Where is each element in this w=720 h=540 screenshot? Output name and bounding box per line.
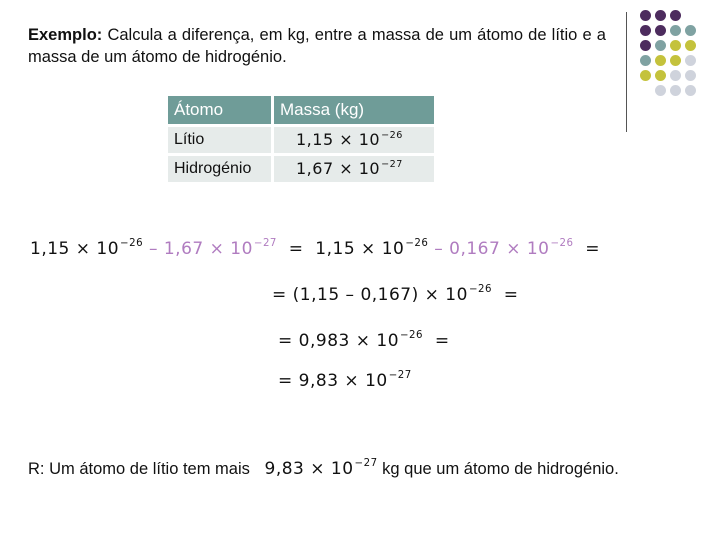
term-mantissa: 0,983 <box>298 331 350 352</box>
header-mass: Massa (kg) <box>274 96 434 124</box>
decor-dot <box>685 40 696 51</box>
question-text <box>28 24 606 68</box>
decor-dot <box>655 40 666 51</box>
decor-dot <box>685 55 696 66</box>
mass-exponent: −26 <box>381 129 403 141</box>
decor-dot <box>670 10 681 21</box>
table-header-row <box>168 96 434 124</box>
term-mantissa: 1,15 <box>30 239 70 260</box>
decor-dot <box>655 10 666 21</box>
decor-divider <box>626 12 627 132</box>
term-mantissa: 1,15 <box>299 285 340 306</box>
header-atom: Átomo <box>168 96 271 124</box>
decor-dot <box>655 55 666 66</box>
decor-dot <box>640 25 651 36</box>
term-exponent: −26 <box>400 330 424 341</box>
term-mantissa: 0,167 <box>360 285 412 306</box>
term-mantissa: 0,167 <box>449 239 501 260</box>
answer-suffix: kg que um átomo de hidrogénio. <box>382 460 619 479</box>
term-exponent: −26 <box>550 238 574 249</box>
decor-dot <box>640 10 651 21</box>
decor-dot <box>640 55 651 66</box>
term-exponent: −26 <box>120 238 144 249</box>
mass-mantissa: 1,15 <box>296 130 334 150</box>
decor-dot <box>670 70 681 81</box>
equals-sign: = <box>288 239 304 260</box>
term-exponent: −26 <box>405 238 429 249</box>
decor-dot <box>640 70 651 81</box>
decor-dot <box>685 85 696 96</box>
answer-prefix: R: Um átomo de lítio tem mais <box>28 460 250 479</box>
table-row <box>168 156 434 182</box>
decor-dot <box>670 85 681 96</box>
decor-dot-grid <box>640 10 720 120</box>
step-1: $1,15 \times 10^{-26} - 1,67 \times 10^{-27} = 1,15 \times 10^{-26} - 0,167 \times 10^{-26}$ = <box>30 238 601 260</box>
atom-cell: Hidrogénio <box>168 156 271 182</box>
step-3: = $0,983 \times 10^{-26}$ = <box>278 330 450 352</box>
decor-dot <box>670 40 681 51</box>
decor-dot <box>655 70 666 81</box>
decor-dot <box>670 25 681 36</box>
term-exponent: −27 <box>253 238 277 249</box>
table-row <box>168 127 434 153</box>
term-mantissa: 9,83 <box>264 459 305 480</box>
term-mantissa: 9,83 <box>298 371 339 392</box>
decor-dot <box>685 25 696 36</box>
mass-mantissa: 1,67 <box>296 159 334 179</box>
term-exponent: −26 <box>468 284 492 295</box>
decor-dot <box>685 70 696 81</box>
question-body: Calcula a diferença, em kg, entre a massa de um átomo de lítio e a massa de um átomo de hidrogénio. <box>28 26 606 66</box>
mass-cell: $1,15 \times 10^{-26}$ <box>274 127 434 153</box>
answer-value: $9,83 \times 10^{-27}$ <box>264 458 378 480</box>
decor-dot <box>655 25 666 36</box>
term-mantissa: 1,67 <box>163 239 204 260</box>
decor-dot <box>670 55 681 66</box>
term-exponent: −27 <box>354 458 378 469</box>
atom-cell: Lítio <box>168 127 271 153</box>
term-exponent: −27 <box>388 370 412 381</box>
mass-exponent: −27 <box>381 158 403 170</box>
question-label: Exemplo: <box>28 26 103 44</box>
answer-line <box>28 458 619 479</box>
decor-dot <box>640 40 651 51</box>
mass-table <box>165 93 437 185</box>
mass-cell: $1,67 \times 10^{-27}$ <box>274 156 434 182</box>
term-mantissa: 1,15 <box>315 239 356 260</box>
step-4: = $9,83 \times 10^{-27}$ <box>278 370 412 392</box>
step-2: = $(1,15 - 0,167) \times 10^{-26}$ = <box>272 284 519 306</box>
decor-dot <box>655 85 666 96</box>
